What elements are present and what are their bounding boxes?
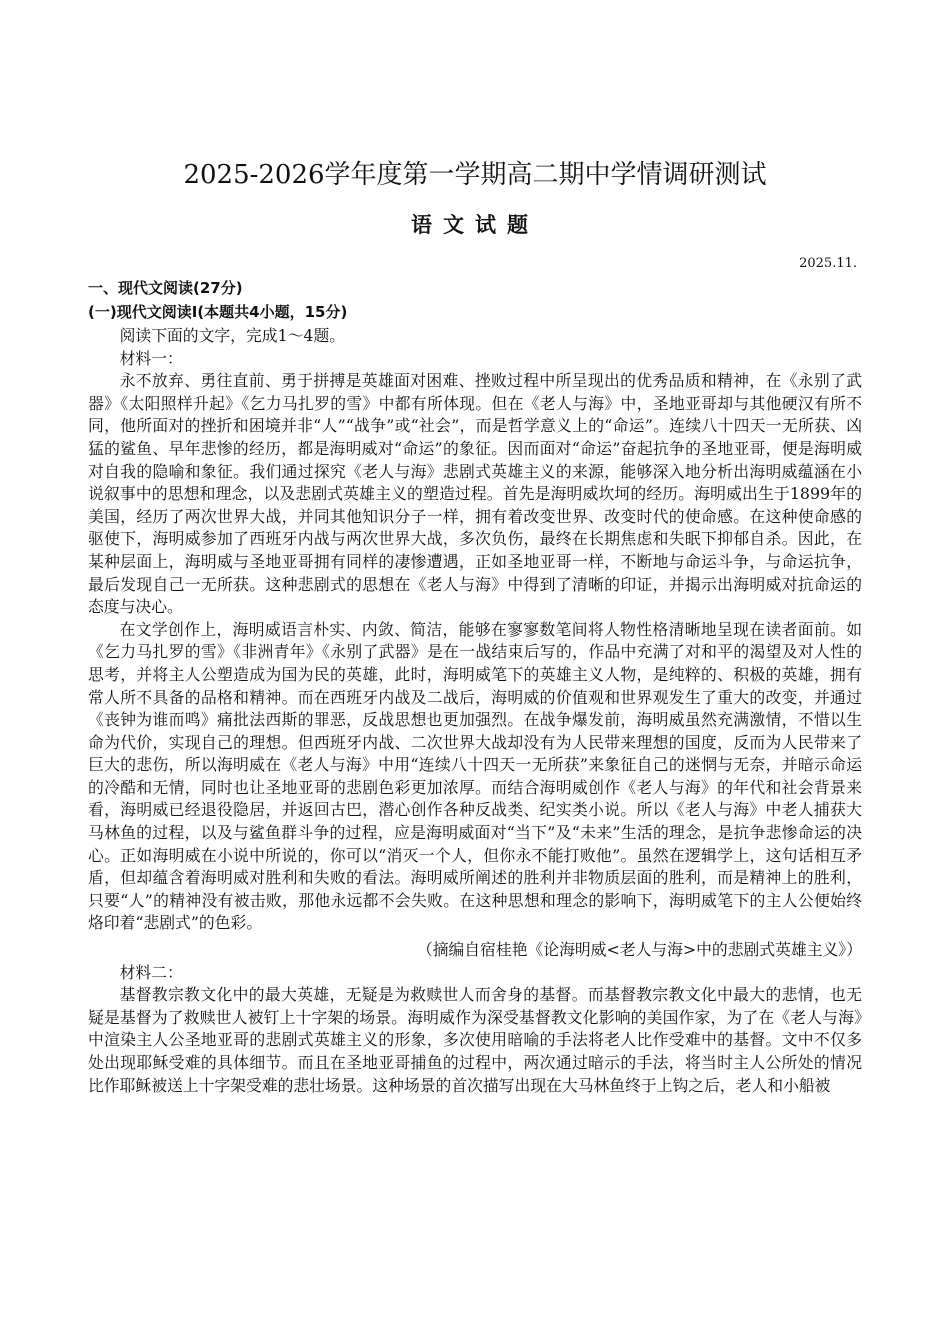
reading-instruction: 阅读下面的文字，完成1～4题。 (119, 326, 346, 345)
material-label: 材料一： (119, 348, 183, 368)
material-paragraph: 永不放弃、勇往直前、勇于拼搏是英雄面对困难、挫败过程中所呈现出的优秀品质和精神，在《永别了武器》《太阳照样升起》《乞力马扎罗的雪》中都有所体现。但在《老人与海》中，圣地亚哥却与其他硬汉有所不同，他所面对的挫折和困境并非“人”“战争”或“社会”，而是哲学意义上的“命运”。连续八十四天一无所获、凶猛的鲨鱼、早年悲惨的经历，都是海明威对“命运”的象征。因而面对“命运”奋起抗争的圣地亚哥，便是海明威对自我的隐喻和象征。我们通过探究《老人与海》悲剧式英雄主义的来源，能够深入地分析出海明威蕴涵在小说叙事中的思想和理念，以及悲剧式英雄主义的塑造过程。首先是海明威坎坷的经历。海明威出生于1899年的美国，经历了两次世界大战，并同其他知识分子一样，拥有着改变世界、改变时代的使命感。在这种使命感的驱使下，海明威参加了西班牙内战与两次世界大战，多次负伤，最终在长期焦虑和失眠下抑郁自杀。因此，在某种层面上，海明威与圣地亚哥拥有同样的凄惨遭遇，正如圣地亚哥一样，不断地与命运斗争，与命运抗争，最后发现自己一无所获。这种悲剧式的思想在《老人与海》中得到了清晰的印证，并揭示出海明威对抗命运的态度与决心。 (88, 371, 862, 617)
exam-date: 2025.11. (799, 256, 857, 271)
subsection-heading: (一)现代文阅读Ⅰ(本题共4小题，15分) (88, 303, 348, 321)
exam-title: 2025-2026学年度第一学期高二期中学情调研测试 (183, 160, 767, 190)
exam-subtitle: 语文试题 (411, 213, 539, 237)
material-paragraph: 基督教宗教文化中的最大英雄，无疑是为救赎世人而舍身的基督。而基督教宗教文化中最大的悲情，也无疑是基督为了救赎世人被钉上十字架的场景。海明威作为深受基督教文化影响的美国作家，为了在《老人与海》中渲染主人公圣地亚哥的悲剧式英雄主义的形象，多次使用暗喻的手法将老人比作受难中的基督。文中不仅多处出现耶稣受难的具体细节。而且在圣地亚哥捕鱼的过程中，两次通过暗示的手法，将当时主人公所处的情况比作耶稣被送上十字架受难的悲壮场景。这种场景的首次描写出现在大马林鱼终于上钩之后，老人和小船被 (88, 985, 862, 1095)
reading-section (88, 276, 862, 1097)
material-label: 材料二： (119, 962, 183, 982)
material-source: （摘编自宿桂艳《论海明威<老人与海>中的悲剧式英雄主义》） (416, 940, 862, 960)
section-heading: 一、现代文阅读(27分) (88, 279, 243, 297)
material-paragraph: 在文学创作上，海明威语言朴实、内敛、简洁，能够在寥寥数笔间将人物性格清晰地呈现在读者面前。如《乞力马扎罗的雪》《非洲青年》《永别了武器》是在一战结束后写的，作品中充满了对和平的渴望及对人性的思考，并将主人公塑造成为国为民的英雄，此时，海明威笔下的英雄主义人物，是纯粹的、积极的英雄，拥有常人所不具备的品格和精神。而在西班牙内战及二战后，海明威的价值观和世界观发生了重大的改变，并通过《丧钟为谁而鸣》痛批法西斯的罪恶，反战思想也更加强烈。在战争爆发前，海明威虽然充满激情，不惜以生命为代价，实现自己的理想。但西班牙内战、二次世界大战却没有为人民带来理想的国度，反而为人民带来了巨大的悲伤，所以海明威在《老人与海》中用“连续八十四天一无所获”来象征自己的迷惘与无奈，并暗示命运的冷酷和无情，同时也让圣地亚哥的悲剧色彩更加浓厚。而结合海明威创作《老人与海》的年代和社会背景来看，海明威已经退役隐居，并返回古巴，潜心创作各种反战类、纪实类小说。所以《老人与海》中老人捕获大马林鱼的过程，以及与鲨鱼群斗争的过程，应是海明威面对“当下”及“未来”生活的理念，是抗争悲惨命运的决心。正如海明威在小说中所说的，你可以“消灭一个人，但你永不能打败他”。虽然在逻辑学上，这句话相互矛盾，但却蕴含着海明威对胜利和失败的看法。海明威所阐述的胜利并非物质层面的胜利，而是精神上的胜利，只要“人”的精神没有被击败，那他永远都不会失败。在这种思想和理念的影响下，海明威笔下的主人公便始终烙印着“悲剧式”的色彩。 (88, 619, 862, 933)
